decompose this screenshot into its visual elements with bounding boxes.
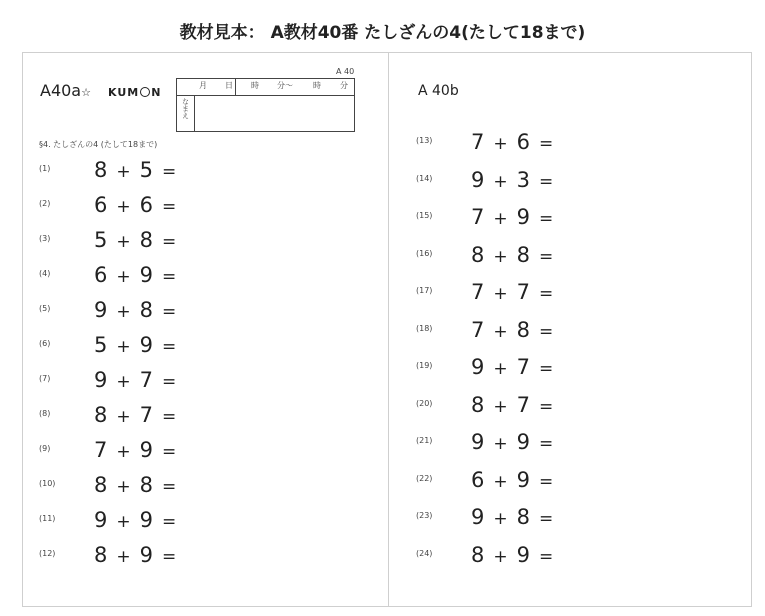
equals-sign: = [162, 407, 177, 427]
problem-row [39, 193, 239, 217]
date-time-row [177, 79, 354, 96]
operand-a: 8 [94, 403, 108, 427]
problem-row [39, 473, 239, 497]
plus-sign: + [116, 407, 131, 427]
date-divider [235, 79, 236, 95]
operand-b: 3 [516, 167, 530, 192]
problem-number: (12) [39, 549, 56, 558]
problem-row [416, 205, 616, 229]
equals-sign: = [162, 442, 177, 462]
equals-sign: = [539, 321, 554, 342]
plus-sign: + [493, 546, 508, 567]
problem-number: (3) [39, 234, 51, 243]
equals-sign: = [162, 267, 177, 287]
problem-expression [94, 368, 185, 392]
equals-sign: = [539, 509, 554, 529]
equals-sign: = [539, 209, 554, 229]
problem-number: (22) [416, 473, 433, 483]
equals-sign: = [539, 284, 554, 304]
plus-sign: + [493, 284, 508, 304]
problem-number: (1) [39, 164, 51, 173]
problem-row [416, 243, 616, 267]
operand-b: 9 [516, 205, 530, 229]
problem-number: (9) [39, 444, 51, 453]
operand-a: 7 [471, 317, 485, 342]
right-sheet-code: A 40b [418, 83, 459, 99]
problem-expression [471, 243, 562, 267]
operand-a: 8 [471, 242, 485, 267]
logo-text-end: N [151, 86, 162, 99]
day-label: 日 [225, 81, 233, 90]
problem-expression [94, 228, 185, 252]
equals-sign: = [162, 477, 177, 497]
level-code: A 40 [336, 67, 355, 76]
problem-expression [471, 355, 562, 379]
start-hour-label: 時 [251, 81, 259, 90]
operand-b: 7 [139, 368, 153, 392]
problem-number: (2) [39, 199, 51, 208]
problem-expression [471, 280, 562, 304]
left-sheet-code-text: A40a [40, 81, 82, 100]
worksheet-subtitle: §4. たしざんの4 (たして18まで) [39, 140, 158, 149]
plus-sign: + [116, 302, 131, 322]
operand-b: 9 [139, 263, 153, 287]
problem-number: (24) [416, 548, 433, 558]
problem-expression [94, 263, 185, 287]
end-minute-label: 分 [340, 81, 348, 90]
equals-sign: = [162, 512, 177, 532]
problem-expression [471, 168, 562, 192]
problem-row [39, 158, 239, 182]
problem-number: (5) [39, 304, 51, 313]
kumon-logo [108, 86, 161, 99]
operand-b: 9 [139, 333, 153, 357]
date-time-name-box [176, 78, 355, 132]
operand-b: 7 [516, 355, 530, 379]
plus-sign: + [116, 197, 131, 217]
operand-b: 8 [516, 505, 530, 529]
problem-row [416, 505, 616, 529]
start-minute-label: 分〜 [277, 81, 293, 90]
problem-row [416, 543, 616, 567]
operand-a: 6 [471, 467, 485, 492]
problem-expression [471, 468, 562, 492]
operand-a: 7 [471, 205, 485, 229]
problem-expression [94, 473, 185, 497]
name-label-text: なまえ [181, 98, 190, 119]
worksheet [22, 52, 752, 607]
problem-expression [471, 543, 562, 567]
logo-text-start: KUM [108, 86, 140, 99]
month-label: 月 [199, 81, 207, 90]
equals-sign: = [162, 547, 177, 567]
problem-expression [94, 193, 185, 217]
problem-number: (10) [39, 479, 56, 488]
operand-a: 8 [94, 543, 108, 567]
plus-sign: + [116, 232, 131, 252]
problem-expression [94, 298, 185, 322]
plus-sign: + [116, 512, 131, 532]
plus-sign: + [116, 162, 131, 182]
plus-sign: + [493, 471, 508, 492]
operand-b: 7 [516, 392, 530, 417]
problem-row [416, 318, 616, 342]
operand-a: 5 [94, 333, 108, 357]
plus-sign: + [493, 359, 508, 379]
logo-ring-icon [140, 87, 150, 97]
problem-expression [471, 393, 562, 417]
operand-a: 8 [471, 392, 485, 417]
operand-b: 5 [139, 158, 153, 182]
operand-b: 6 [139, 193, 153, 217]
operand-b: 8 [516, 317, 530, 342]
operand-a: 9 [471, 167, 485, 192]
page-divider [388, 53, 389, 606]
operand-a: 7 [471, 130, 485, 154]
problem-number: (13) [416, 136, 433, 145]
problem-row [39, 333, 239, 357]
equals-sign: = [539, 434, 554, 454]
problem-row [416, 355, 616, 379]
plus-sign: + [116, 547, 131, 567]
problem-number: (19) [416, 361, 433, 370]
operand-b: 8 [139, 473, 153, 497]
problem-row [39, 403, 239, 427]
problem-expression [94, 333, 185, 357]
problem-number: (23) [416, 511, 433, 520]
operand-a: 9 [94, 508, 108, 532]
problem-number: (6) [39, 339, 51, 348]
operand-b: 6 [516, 130, 530, 154]
operand-b: 8 [139, 228, 153, 252]
star-icon: ☆ [81, 86, 91, 99]
problem-row [416, 168, 616, 192]
problem-expression [94, 158, 185, 182]
problem-number: (18) [416, 323, 433, 333]
page-title: 教材見本： A教材40番 たしざんの4(たして18まで) [179, 23, 586, 43]
operand-a: 7 [94, 438, 108, 462]
plus-sign: + [116, 477, 131, 497]
problem-expression [471, 318, 562, 342]
equals-sign: = [162, 337, 177, 357]
operand-b: 9 [516, 467, 530, 492]
end-hour-label: 時 [313, 81, 321, 90]
operand-a: 9 [94, 298, 108, 322]
operand-a: 5 [94, 228, 108, 252]
operand-a: 8 [471, 542, 485, 567]
problem-expression [471, 205, 562, 229]
operand-b: 7 [139, 403, 153, 427]
plus-sign: + [493, 246, 508, 267]
problem-row [416, 430, 616, 454]
problem-row [416, 280, 616, 304]
left-sheet-code [40, 81, 91, 100]
operand-a: 9 [471, 505, 485, 529]
problem-expression [471, 430, 562, 454]
operand-a: 8 [94, 158, 108, 182]
problem-number: (16) [416, 248, 433, 258]
problem-number: (21) [416, 436, 433, 445]
operand-a: 9 [471, 355, 485, 379]
equals-sign: = [162, 232, 177, 252]
operand-b: 9 [139, 508, 153, 532]
equals-sign: = [539, 359, 554, 379]
problem-number: (8) [39, 409, 51, 418]
problem-number: (17) [416, 286, 433, 295]
problem-expression [94, 543, 185, 567]
operand-b: 9 [139, 438, 153, 462]
operand-b: 8 [516, 242, 530, 267]
problem-row [39, 543, 239, 567]
problem-number: (14) [416, 173, 433, 183]
problem-row [39, 368, 239, 392]
operand-b: 9 [516, 430, 530, 454]
problem-number: (7) [39, 374, 51, 383]
plus-sign: + [493, 396, 508, 417]
problem-expression [471, 505, 562, 529]
plus-sign: + [116, 337, 131, 357]
problem-row [39, 298, 239, 322]
problem-expression [94, 438, 185, 462]
plus-sign: + [116, 442, 131, 462]
plus-sign: + [493, 171, 508, 192]
plus-sign: + [493, 134, 508, 154]
operand-a: 6 [94, 263, 108, 287]
equals-sign: = [162, 372, 177, 392]
operand-a: 9 [471, 430, 485, 454]
operand-b: 9 [139, 543, 153, 567]
equals-sign: = [539, 134, 554, 154]
problem-number: (20) [416, 398, 433, 408]
equals-sign: = [539, 471, 554, 492]
problem-expression [94, 508, 185, 532]
plus-sign: + [116, 372, 131, 392]
problem-number: (11) [39, 514, 56, 523]
equals-sign: = [162, 302, 177, 322]
problem-row [39, 438, 239, 462]
equals-sign: = [539, 396, 554, 417]
problem-row [416, 130, 616, 154]
equals-sign: = [539, 246, 554, 267]
equals-sign: = [162, 197, 177, 217]
problem-row [39, 508, 239, 532]
equals-sign: = [162, 162, 177, 182]
problem-expression [471, 130, 562, 154]
problem-row [39, 228, 239, 252]
equals-sign: = [539, 546, 554, 567]
operand-a: 9 [94, 368, 108, 392]
operand-b: 7 [516, 280, 530, 304]
operand-a: 7 [471, 280, 485, 304]
problem-number: (15) [416, 211, 433, 220]
problem-row [416, 468, 616, 492]
plus-sign: + [493, 509, 508, 529]
operand-b: 8 [139, 298, 153, 322]
plus-sign: + [116, 267, 131, 287]
problem-row [416, 393, 616, 417]
problem-number: (4) [39, 269, 51, 278]
plus-sign: + [493, 209, 508, 229]
operand-b: 9 [516, 542, 530, 567]
operand-a: 6 [94, 193, 108, 217]
problem-row [39, 263, 239, 287]
plus-sign: + [493, 321, 508, 342]
operand-a: 8 [94, 473, 108, 497]
problem-expression [94, 403, 185, 427]
plus-sign: + [493, 434, 508, 454]
equals-sign: = [539, 171, 554, 192]
name-label [177, 96, 195, 131]
